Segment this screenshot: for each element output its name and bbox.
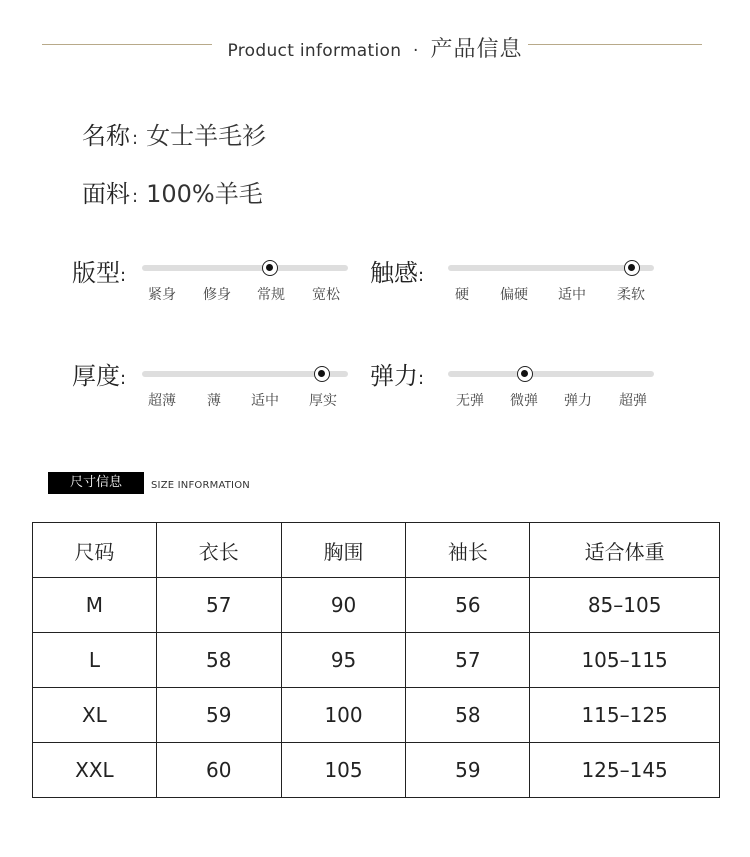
elasticity-colon: : xyxy=(418,368,425,389)
page-title xyxy=(0,32,750,63)
product-name-value: 女士羊毛衫 xyxy=(146,122,267,150)
touch-option: 硬 xyxy=(455,287,469,303)
title-english: Product information xyxy=(227,41,402,61)
fit-option-selected: 常规 xyxy=(257,287,285,303)
fabric-row xyxy=(82,174,263,209)
fit-label: 版型 xyxy=(72,259,120,287)
product-name-row xyxy=(82,116,266,151)
elasticity-knob xyxy=(517,366,533,382)
fit-option: 紧身 xyxy=(148,287,176,303)
fabric-colon: : xyxy=(132,186,139,207)
size-info-badge: 尺寸信息 xyxy=(48,472,144,494)
elasticity-track xyxy=(448,371,654,377)
product-name-colon: : xyxy=(132,128,139,149)
thickness-knob xyxy=(314,366,330,382)
fabric-label: 面料 xyxy=(82,180,130,208)
table-cell: 125–145 xyxy=(530,743,720,798)
table-cell: 59 xyxy=(156,688,281,743)
elasticity-option: 弹力 xyxy=(564,393,592,409)
table-row xyxy=(33,578,720,633)
table-cell: 57 xyxy=(156,578,281,633)
thickness-label-wrap xyxy=(72,356,126,391)
thickness-option: 适中 xyxy=(251,393,279,409)
thickness-option: 薄 xyxy=(207,393,221,409)
header-cell-weight: 适合体重 xyxy=(530,523,720,578)
fit-colon: : xyxy=(120,265,127,286)
header-cell-size: 尺码 xyxy=(33,523,157,578)
elasticity-option-selected: 微弹 xyxy=(510,393,538,409)
thickness-option: 超薄 xyxy=(148,393,176,409)
touch-knob xyxy=(624,260,640,276)
table-cell: 58 xyxy=(406,688,530,743)
size-info-english: SIZE INFORMATION xyxy=(151,480,250,491)
fit-track xyxy=(142,265,348,271)
elasticity-label-wrap xyxy=(370,356,424,391)
table-row xyxy=(33,633,720,688)
table-cell: 57 xyxy=(406,633,530,688)
table-cell: XL xyxy=(33,688,157,743)
touch-option: 适中 xyxy=(558,287,586,303)
touch-colon: : xyxy=(418,265,425,286)
table-cell: 105 xyxy=(281,743,406,798)
thickness-label: 厚度 xyxy=(72,362,120,390)
thickness-option-selected: 厚实 xyxy=(309,393,337,409)
header-cell-sleeve: 袖长 xyxy=(406,523,530,578)
touch-option: 偏硬 xyxy=(500,287,528,303)
product-name-label: 名称 xyxy=(82,122,130,150)
table-cell: 60 xyxy=(156,743,281,798)
fabric-value: 100%羊毛 xyxy=(146,180,263,208)
table-cell: M xyxy=(33,578,157,633)
size-table xyxy=(32,522,720,798)
table-cell: 100 xyxy=(281,688,406,743)
thickness-colon: : xyxy=(120,368,127,389)
table-cell: 90 xyxy=(281,578,406,633)
table-cell: 105–115 xyxy=(530,633,720,688)
fit-knob xyxy=(262,260,278,276)
title-chinese: 产品信息 xyxy=(430,37,523,62)
table-cell: 59 xyxy=(406,743,530,798)
table-cell: XXL xyxy=(33,743,157,798)
table-cell: 85–105 xyxy=(530,578,720,633)
table-cell: 58 xyxy=(156,633,281,688)
header-cell-chest: 胸围 xyxy=(281,523,406,578)
fit-label-wrap xyxy=(72,253,126,288)
fit-option: 修身 xyxy=(203,287,231,303)
title-separator: · xyxy=(413,41,419,61)
touch-option-selected: 柔软 xyxy=(617,287,645,303)
table-row xyxy=(33,688,720,743)
elasticity-option: 超弹 xyxy=(619,393,647,409)
fit-option: 宽松 xyxy=(312,287,340,303)
table-cell: 115–125 xyxy=(530,688,720,743)
table-row xyxy=(33,743,720,798)
elasticity-option: 无弹 xyxy=(456,393,484,409)
touch-label: 触感 xyxy=(370,259,418,287)
elasticity-label: 弹力 xyxy=(370,362,418,390)
size-table-header-row xyxy=(33,523,720,578)
table-cell: 95 xyxy=(281,633,406,688)
touch-label-wrap xyxy=(370,253,424,288)
table-cell: L xyxy=(33,633,157,688)
table-cell: 56 xyxy=(406,578,530,633)
header-cell-length: 衣长 xyxy=(156,523,281,578)
